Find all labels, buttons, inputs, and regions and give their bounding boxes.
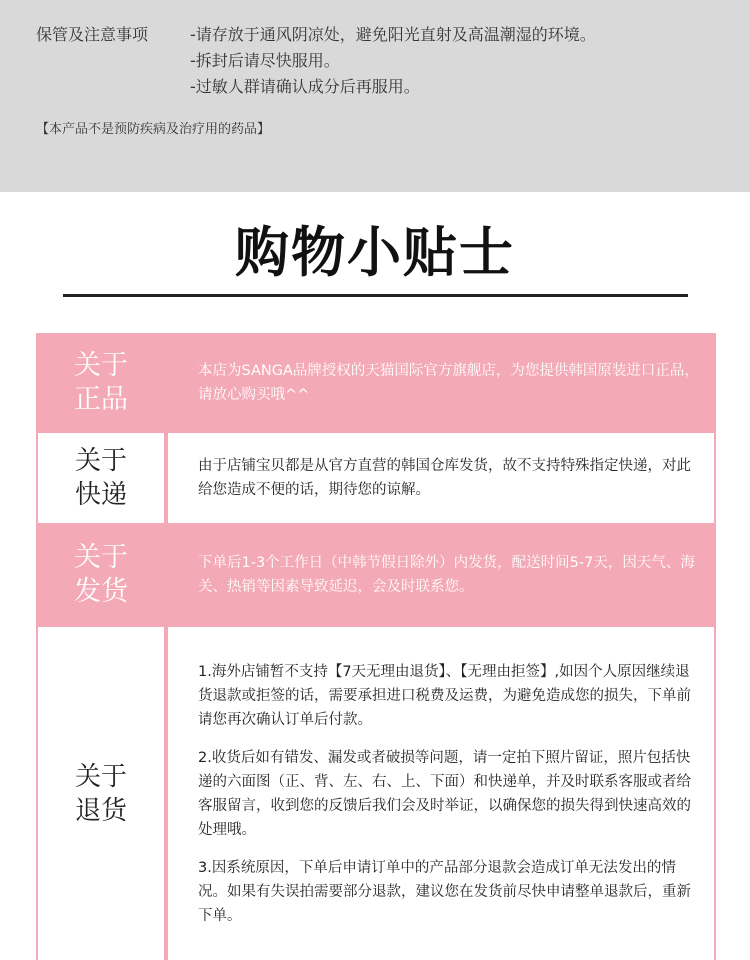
tip-content <box>168 433 714 523</box>
tip-content <box>168 335 714 431</box>
tip-label-line: 快递 <box>74 480 127 510</box>
tip-label-line: 发货 <box>74 576 128 607</box>
shopping-tips-table <box>36 333 716 960</box>
tip-label <box>38 335 164 431</box>
storage-label: 保管及注意事项 <box>36 25 149 44</box>
tip-label-line: 正品 <box>74 384 128 415</box>
tip-label-line: 关于 <box>74 761 127 792</box>
tip-row-shipping-carrier <box>36 433 716 523</box>
storage-note: -请存放于通风阴凉处，避免阳光直射及高温潮湿的环境。 <box>190 25 596 44</box>
title-divider <box>63 294 688 297</box>
tip-text: 下单后1-3个工作日（中韩节假日除外）内发货，配送时间5-7天，因天气、海关、热销等因素导致延迟，会及时联系您。 <box>198 555 695 595</box>
tip-paragraph: 3.因系统原因，下单后申请订单中的产品部分退款会造成订单无法发出的情况。如果有失误拍需要部分退款，建议您在发货前尽快申请整单退款后，重新下单。 <box>198 859 691 924</box>
disclaimer-text: 【本产品不是预防疾病及治疗用的药品】 <box>36 122 271 137</box>
tip-text: 由于店铺宝贝都是从官方直营的韩国仓库发货，故不支持特殊指定快递，对此给您造成不便的话，期待您的谅解。 <box>198 458 691 498</box>
tip-text: 本店为SANGA品牌授权的天猫国际官方旗舰店，为您提供韩国原装进口正品，请放心购买哦^^ <box>198 363 699 403</box>
tip-row-dispatch <box>36 525 716 625</box>
tip-label-line: 关于 <box>74 446 127 476</box>
tip-content <box>168 525 714 625</box>
storage-notice-panel <box>0 0 750 192</box>
page-title: 购物小贴士 <box>235 221 515 284</box>
tip-row-authentic <box>36 335 716 431</box>
tip-content <box>168 627 714 960</box>
tip-label-line: 关于 <box>74 542 128 573</box>
tip-label-line: 退货 <box>74 795 127 826</box>
tip-paragraph: 2.收货后如有错发、漏发或者破损等问题，请一定拍下照片留证，照片包括快递的六面图（正、背、左、右、上、下面）和快递单，并及时联系客服或者给客服留言，收到您的反馈后我们会及时举证，以确保您的损失得到快速高效的处理哦。 <box>198 749 691 838</box>
storage-notes-list <box>190 22 596 100</box>
tip-label <box>38 433 164 523</box>
storage-note: -过敏人群请确认成分后再服用。 <box>190 77 420 96</box>
tip-row-returns <box>36 627 716 960</box>
tip-label-line: 关于 <box>74 350 128 381</box>
storage-note: -拆封后请尽快服用。 <box>190 51 340 70</box>
tip-label <box>38 525 164 625</box>
tip-label <box>38 627 164 960</box>
tip-paragraph: 1.海外店铺暂不支持【7天无理由退货】、【无理由拒签】,如因个人原因继续退货退款或拒签的话，需要承担进口税费及运费，为避免造成您的损失，下单前请您再次确认订单后付款。 <box>198 663 691 728</box>
